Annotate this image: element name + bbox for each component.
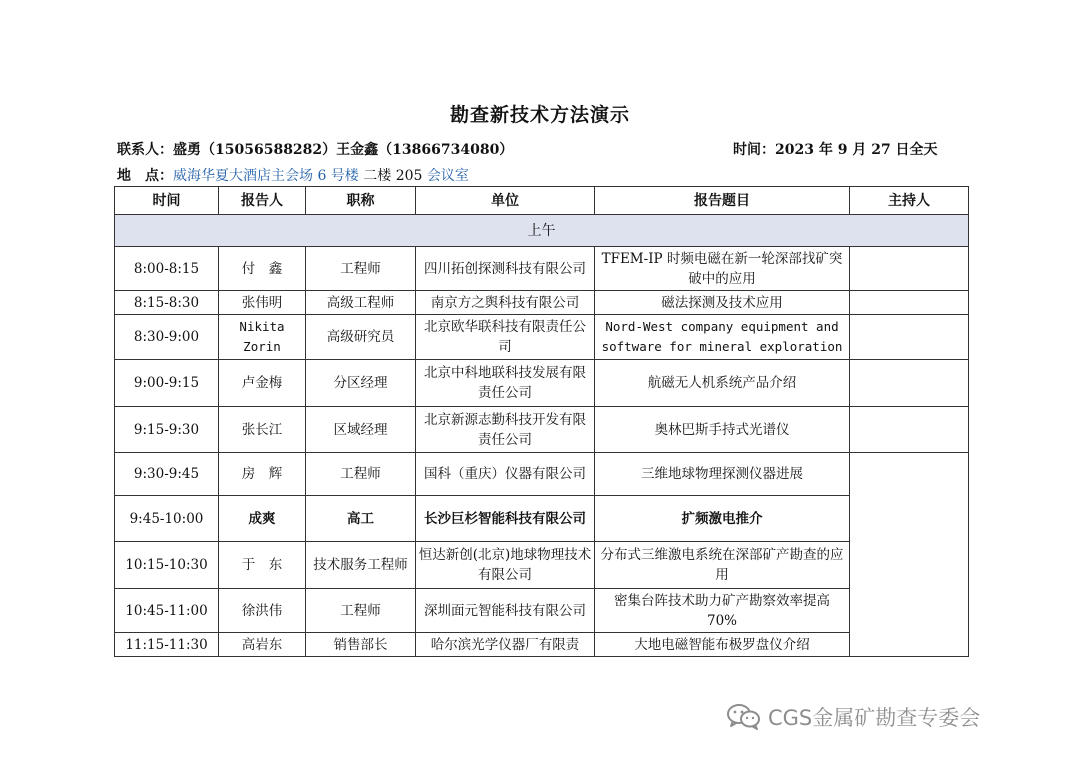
- cell-speaker: 于 东: [219, 542, 306, 589]
- header-host: 主持人: [850, 187, 969, 215]
- cell-unit: 恒达新创(北京)地球物理技术有限公司: [416, 542, 595, 589]
- cell-time: 9:15-9:30: [115, 407, 219, 453]
- cell-host: [850, 247, 969, 291]
- location-venue[interactable]: 威海华夏大酒店主会场 6 号楼: [173, 168, 359, 184]
- cell-time: 8:30-9:00: [115, 315, 219, 360]
- header-unit: 单位: [416, 187, 595, 215]
- header-speaker: 报告人: [219, 187, 306, 215]
- date-line: 时间：2023 年 9 月 27 日全天: [733, 142, 938, 158]
- table-row: [115, 496, 969, 542]
- cell-time: 8:15-8:30: [115, 291, 219, 315]
- cell-speaker: Nikita Zorin: [219, 315, 306, 360]
- cell-topic: TFEM-IP 时频电磁在新一轮深部找矿突破中的应用: [595, 247, 850, 291]
- contact-line: 联系人：盛勇（15056588282）王金鑫（13866734080）: [117, 142, 514, 158]
- cell-time: 8:00-8:15: [115, 247, 219, 291]
- watermark: [726, 702, 980, 732]
- cell-job-title: 分区经理: [306, 360, 416, 407]
- cell-unit: 哈尔滨光学仪器厂有限责: [416, 633, 595, 657]
- cell-topic: 扩频激电推介: [595, 496, 850, 542]
- table-row: [115, 542, 969, 589]
- cell-topic: 大地电磁智能布极罗盘仪介绍: [595, 633, 850, 657]
- table-row: [115, 315, 969, 360]
- cell-topic: 分布式三维激电系统在深部矿产勘查的应用: [595, 542, 850, 589]
- cell-unit: 北京中科地联科技发展有限责任公司: [416, 360, 595, 407]
- header-time: 时间: [115, 187, 219, 215]
- cell-speaker: 付 鑫: [219, 247, 306, 291]
- cell-time: 9:45-10:00: [115, 496, 219, 542]
- cell-topic: 密集台阵技术助力矿产勘察效率提高 70%: [595, 589, 850, 633]
- table-row: [115, 633, 969, 657]
- cell-unit: 深圳面元智能科技有限公司: [416, 589, 595, 633]
- location-room: 二楼 205: [358, 168, 427, 184]
- session-label: 上午: [115, 215, 969, 247]
- cell-unit: 南京方之舆科技有限公司: [416, 291, 595, 315]
- cell-job-title: 技术服务工程师: [306, 542, 416, 589]
- cell-speaker: 张伟明: [219, 291, 306, 315]
- table-row: [115, 589, 969, 633]
- cell-time: 9:00-9:15: [115, 360, 219, 407]
- cell-job-title: 工程师: [306, 247, 416, 291]
- cell-unit: 四川拓创探测科技有限公司: [416, 247, 595, 291]
- cell-job-title: 高级研究员: [306, 315, 416, 360]
- cell-job-title: 高工: [306, 496, 416, 542]
- wechat-icon: [726, 703, 762, 731]
- cell-host: [850, 360, 969, 407]
- cell-host: [850, 291, 969, 315]
- cell-time: 9:30-9:45: [115, 453, 219, 496]
- table-row: [115, 291, 969, 315]
- cell-job-title: 工程师: [306, 589, 416, 633]
- cell-time: 10:45-11:00: [115, 589, 219, 633]
- cell-topic: 奥林巴斯手持式光谱仪: [595, 407, 850, 453]
- cell-unit: 长沙巨杉智能科技有限公司: [416, 496, 595, 542]
- table-header-row: [115, 187, 969, 215]
- cell-host: [850, 407, 969, 453]
- cell-job-title: 工程师: [306, 453, 416, 496]
- cell-job-title: 高级工程师: [306, 291, 416, 315]
- cell-unit: 国科（重庆）仪器有限公司: [416, 453, 595, 496]
- header-job-title: 职称: [306, 187, 416, 215]
- cell-topic: Nord-West company equipment and software for mineral exploration: [595, 315, 850, 360]
- session-row: [115, 215, 969, 247]
- cell-speaker: 高岩东: [219, 633, 306, 657]
- cell-topic: 航磁无人机系统产品介绍: [595, 360, 850, 407]
- cell-speaker: 卢金梅: [219, 360, 306, 407]
- table-row: [115, 360, 969, 407]
- table-row: [115, 453, 969, 496]
- cell-time: 11:15-11:30: [115, 633, 219, 657]
- schedule-table: [114, 186, 969, 657]
- cell-job-title: 区域经理: [306, 407, 416, 453]
- watermark-text: CGS金属矿勘查专委会: [768, 706, 981, 730]
- header-topic: 报告题目: [595, 187, 850, 215]
- cell-host: [850, 453, 969, 657]
- table-row: [115, 407, 969, 453]
- cell-speaker: 成爽: [219, 496, 306, 542]
- location-line: [117, 165, 469, 185]
- cell-host: [850, 315, 969, 360]
- cell-speaker: 张长江: [219, 407, 306, 453]
- location-label: 地 点：: [117, 168, 173, 184]
- cell-unit: 北京欧华联科技有限责任公司: [416, 315, 595, 360]
- cell-speaker: 徐洪伟: [219, 589, 306, 633]
- table-row: [115, 247, 969, 291]
- cell-speaker: 房 辉: [219, 453, 306, 496]
- location-hall[interactable]: 会议室: [426, 168, 469, 184]
- cell-topic: 磁法探测及技术应用: [595, 291, 850, 315]
- cell-topic: 三维地球物理探测仪器进展: [595, 453, 850, 496]
- cell-time: 10:15-10:30: [115, 542, 219, 589]
- cell-job-title: 销售部长: [306, 633, 416, 657]
- cell-unit: 北京新源志勤科技开发有限责任公司: [416, 407, 595, 453]
- document-title: 勘查新技术方法演示: [449, 104, 630, 126]
